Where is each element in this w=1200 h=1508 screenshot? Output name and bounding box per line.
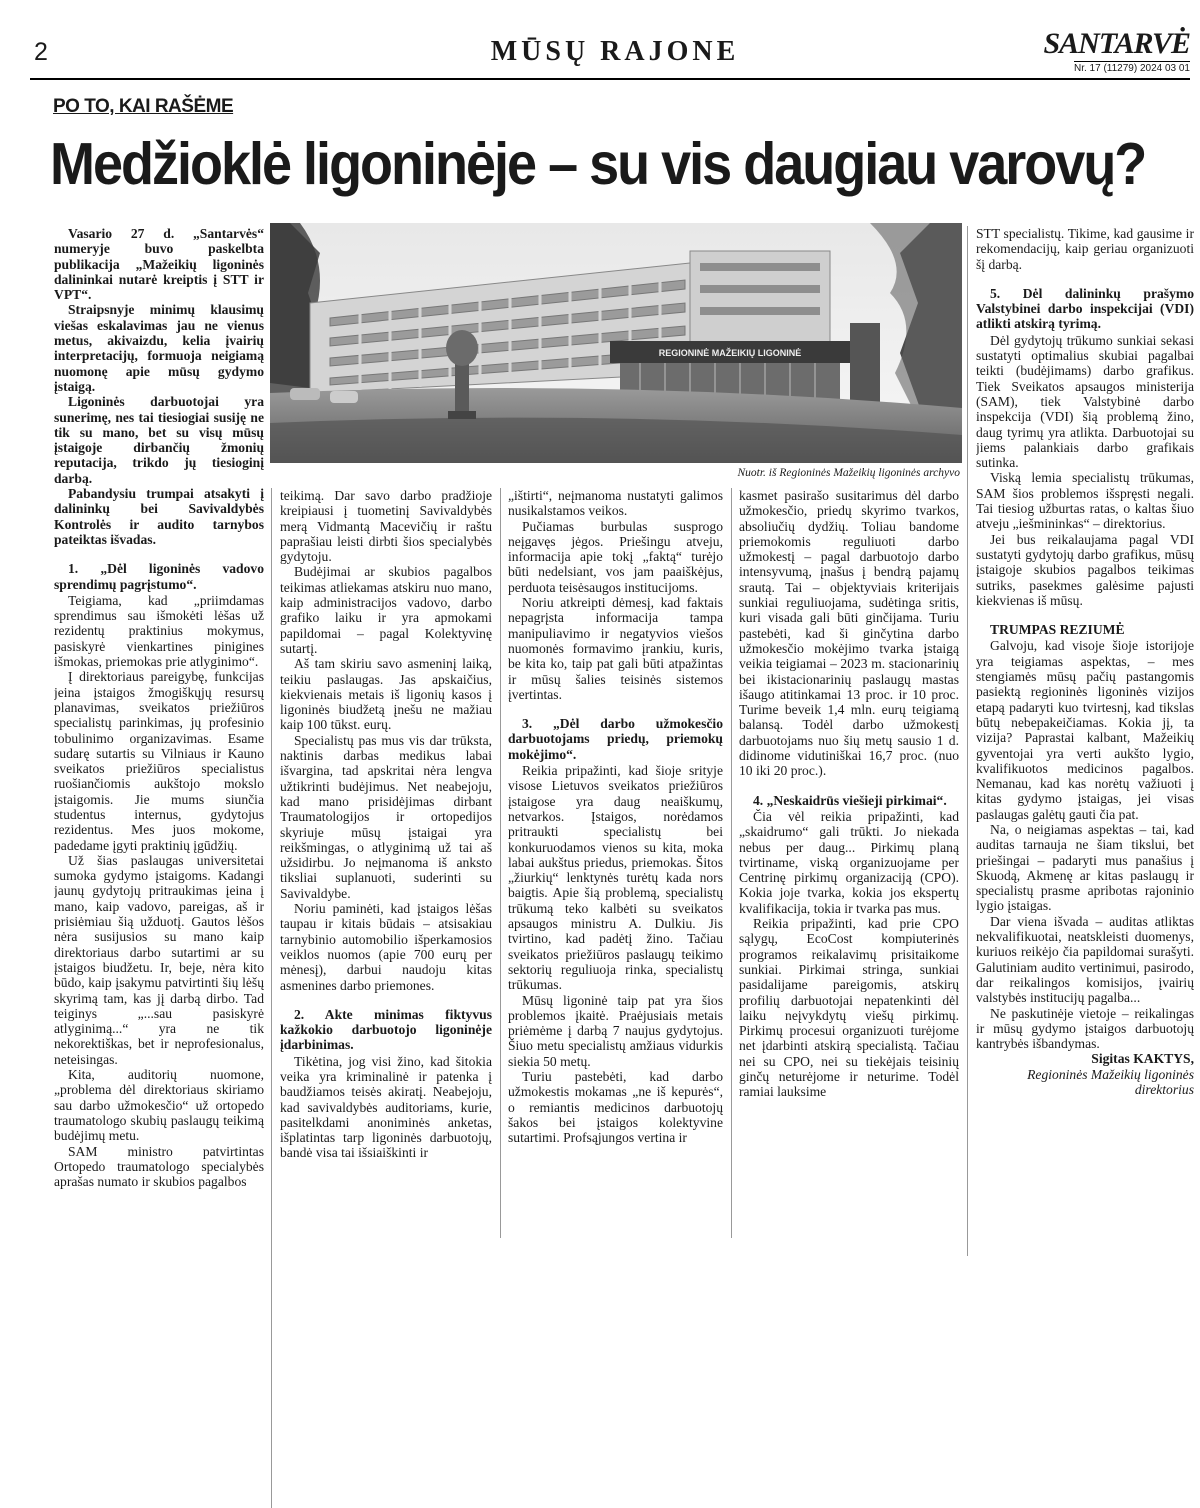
column-divider [500,488,501,1238]
kicker: PO TO, KAI RAŠĖME [53,96,234,117]
subheading: 3. „Dėl darbo užmokesčio darbuotojams priedų, priemokų mokėjimo“. [508,716,723,762]
paragraph: Budėjimai ar skubios pagalbos teikimas atliekamas atskiru nuo mano, kaip administracijos vadovo, darbo grafiko laiku ir yra apmokami papildomai – pagal Kolektyvinę sutartį. [280,564,492,656]
paragraph: kasmet pasirašo susitarimus dėl darbo užmokesčio, priedų skyrimo tvarkos, absoliučių dydžių. Toliau bandome priemokomis reguliuoti darbo užmokestį – pagal darbuotojo darbo intensyvumą, įnašus į bendrą pajamų srautą. Tai – objektyviais kriterijais sunkiai reguliuojama, sudėtinga sritis, kuri visada gali būti ginčijama. Turiu pastebėti, kad ši ginčytina darbo užmokesčio mokėjimo tvarka įstaigą veikia teigiamai – 2023 m. stacionarinių bei ikistacionarinių paslaugų mastas išaugo atitinkamai 13 proc. ir 10 proc. Turime beveik 1,4 mln. eurų teigiamą balansą. Todėl darbo užmokestį darbuotojams nuo šių metų sausio 1 d. didinome vidutiniškai 16,7 proc. (nuo 10 iki 20 proc.). [739,488,959,779]
paragraph: Į direktoriaus pareigybę, funkcijas jeina įstaigos žmogiškųjų resursų planavimas, sveikatos priežiūros specialistų parinkimas, jų profesinio tobulinimo organizavimas. Esame sudarę sutartis su Vilniaus ir Kauno sveikatos priežiūros specialistus ruošiančiomis aukštojo mokslo įstaigomis. Jie mums siunčia studentus internus, gydytojus rezidentus. Mes juos mokome, padedame įgyti praktinių įgūdžių. [54,669,264,853]
paragraph: Teigiama, kad „priimdamas sprendimus sau išmokėti lėšas už rezidentų praktinius mokymus, pasiskyrė vienkartines pinigines išmokas, priemokas prie atlyginimo“. [54,592,264,670]
headline: Medžioklė ligoninėje – su vis daugiau varovų? [50,131,1146,198]
article-column-5 [976,226,1194,1256]
logo-name: SANTARVĖ [1043,27,1190,60]
paragraph: Kita, auditorių nuomone, „problema dėl direktoriaus skiriamo sau darbo užmokesčio“ už ortopedo traumatologo skubių paslaugų teikimą budėjimų metu. [54,1067,264,1144]
paragraph: „ištirti“, neįmanoma nustatyti galimos nusikalstamos veikos. [508,488,723,519]
subheading: 5. Dėl dalininkų prašymo Valstybinei darbo inspekcijai (VDI) atlikti atskirą tyrimą. [976,285,1194,332]
hospital-photo [270,223,962,463]
paragraph: Čia vėl reikia pripažinti, kad „skaidrumo“ gali trūkti. Jo niekada nebus per daug... Pirkimų planą tvirtiname, viską organizuojame per Centrinę pirkimų organizaciją (CPO). Kokia joje tvarka, kokia jos ekspertų kvalifikacija, tokia ir tvarka pas mus. [739,808,959,916]
paragraph: Aš tam skiriu savo asmeninį laiką, teikiu paslaugas. Jas apskaičius, kiekvienais metais iš ligonių kasos į ligoninės biudžetą įnešu ne mažiau kaip 100 tūkst. eurų. [280,656,492,733]
intro-paragraph: Vasario 27 d. „Santarvės“ numeryje buvo paskelbta publikacija „Mažeikių ligoninės dalininkai nutarė kreiptis į STT ir VPT“. [54,226,264,303]
paragraph: SAM ministro patvirtintas Ortopedo traumatologo specialybės aprašas numato ir skubios pagalbos [54,1143,264,1190]
section-title: MŪSŲ RAJONE [490,36,740,67]
column-divider [731,488,732,1238]
paragraph: Dėl gydytojų trūkumo sunkiai sekasi sustatyti optimalius skubiai pagalbai teikti (budėjimams) darbo grafikus. Tiek Sveikatos apsaugos ministerija (SAM), tiek Valstybinė darbo inspekcija (VDI) šią problemą žino, daug tyrimų yra atlikta. Darbuotojai su jiems palankiais darbo grafikais sutinka. [976,332,1194,471]
building-sign: REGIONINĖ MAŽEIKIŲ LIGONINĖ [658,348,802,358]
paragraph: Reikia pripažinti, kad šioje srityje visose Lietuvos sveikatos priežiūros įstaigose yra daug neaiškumų, netvarkos. Įstaigos, norėdamos pritraukti specialistų bei konkuruodamos vienos su kita, moka labai aukštus priedus, priemokas. Šitos „žiurkių“ lenktynės turėtų kada nors baigtis. Apie šią problemą, specialistų trūkumą teko kalbėti su sveikatos apsaugos ministru A. Dulkiu. Jis tvirtino, kad padėtį žino. Tačiau sveikatos priežiūros paslaugų teikimo sektorių reguliuoja rinka, specialistų trūkumas. [508,763,723,993]
paragraph: Dar viena išvada – auditas atliktas nekvalifikuotai, neatskleisti duomenys, kuriuos reikėjo čia papildomai surašyti. Galutiniam audito vertinimui, pasirodo, dar reikalingos komisijos, įvairių valstybės institucijų pagalba... [976,913,1194,1006]
paragraph: Noriu paminėti, kad įstaigos lėšas taupau ir kitais būdais – atsisakiau tarnybinio automobilio išperkamosios veiklos nuomos (apie 700 eurų per mėnesį), darbui naudoju kitas asmenines darbo priemones. [280,901,492,993]
intro-paragraph: Pabandysiu trumpai atsakyti į dalininkų bei Savivaldybės Kontrolės ir audito tarnybos pateiktas išvadas. [54,486,264,547]
subheading-summary: TRUMPAS REZIUMĖ [990,622,1125,638]
paragraph: Viską lemia specialistų trūkumas, SAM šios problemos išspręsti negali. Tai tiesiog užburtas ratas, o kaltas šiuo atveju „iešmininkas“ – direktorius. [976,470,1194,532]
intro-paragraph: Straipsnyje minimų klausimų viešas eskalavimas jau ne vienus metus, akivaizdu, kelia įvairių interpretacijų, formuoja neigiamą nuomonę apie mūsų gydymo įstaigą. [54,302,264,394]
paragraph: Mūsų ligoninė taip pat yra šios problemos įkaitė. Praėjusiais metais priėmėme į darbą 7 naujus gydytojus. Šiuo metu specialistų amžiaus vidurkis siekia 50 metų. [508,992,723,1069]
paragraph: Ne paskutinėje vietoje – reikalingas ir mūsų gydymo įstaigos darbuotojų kantrybės išbandymas. [976,1005,1194,1052]
page-number: 2 [34,38,48,66]
author-name: Sigitas KAKTYS, [1091,1051,1194,1067]
paragraph: teikimą. Dar savo darbo pradžioje kreipiausi į tuometinį Savivaldybės merą Vidmantą Macevičių ir raštu paprašiau leisti dirbti šios specialybės gydytoju. [280,488,492,565]
paragraph: Galvoju, kad visoje šioje istorijoje yra teigiamas aspektas, – mes stengiamės mūsų pačių pastangomis pasiektą regioninės ligoninės vizijos etapą padaryti kuo tvirtesnį, kad tikslas būtų nebepakeičiamas. Kokia jį, ta vizija? Paprastai kalbant, Mažeikių gyventojai yra verti aukšto lygio, kvalifikuotos medicinos pagalbos. Nemanau, kad kas norėtų važiuoti į kitas gydymo įstaigas, jei visas paslaugas galėtų gauti čia pat. [976,638,1194,822]
article-column-3 [508,488,723,1257]
subheading: 4. „Neskaidrūs viešieji pirkimai“. [753,792,947,808]
paragraph: Noriu atkreipti dėmesį, kad faktais nepagrįsta informacija tampa manipuliavimo ir negatyvios viešos nuomonės formavimo įrankiu, kuris, be kita ko, taip pat gali būti atpažintas ir mūsų šalies teisinės sistemos įvertintas. [508,595,723,702]
article-column-1 [54,226,264,1256]
paragraph: Specialistų pas mus vis dar trūksta, naktinis darbas medikus labai išvargina, tad apskritai nėra lengva užtikrinti budėjimus. Net neabejoju, kad mano prisidėjimas dirbant Traumatologijos ir ortopedijos skyriuje mūsų įstaigai yra reikšmingas, o atlyginimą už tai aš užsidirbu. Jo neįmanoma iš anksto tiksliai suplanuoti, suderinti su Savivaldybe. [280,732,492,901]
photo-caption: Nuotr. iš Regioninės Mažeikių ligoninės archyvo [737,467,960,479]
header-rule [30,78,1190,80]
issue-number: Nr. 17 (11279) 2024 03 01 [1073,63,1190,74]
column-divider [271,488,272,1508]
paragraph: Tikėtina, jog visi žino, kad šitokia veika yra kriminalinė ir patenka į baudžiamos teisės akiratį. Neabejoju, kad savivaldybės auditoriams, kurie, pasitelkdami anoniminės anketas, išplatintas tarp ligoninės darbuotojų, bandė visa tai išsiaiškinti ir [280,1053,492,1161]
column-divider [967,226,968,1256]
subheading: 2. Akte minimas fiktyvus kažkokio darbuotojo ligoninėje įdarbinimas. [280,1006,492,1053]
subheading: 1. „Dėl ligoninės vadovo sprendimų pagrįstumo“. [54,561,264,592]
paragraph: Už šias paslaugas universitetai sumoka gydymo įstaigoms. Kadangi jaunų gydytojų pritraukimas įeina į mano, kaip vadovo, pareigas, aš ir prisiėmiau šią užduotį. Gautos lėšos nėra susijusios su mano kaip direktoriaus darbo sutartimi ar su įstaigos biudžetu. Ir, beje, nėra kito būdo, kaip įsakymu patvirtinti šių lėšų skyrimą tam, kas jį darbą dirbo. Tad teiginys „...sau pasiskyrė atlyginimą...“ yra ne tik nekorektiškas, bet ir neprofesionalus, neteisingas. [54,852,264,1067]
newspaper-logo [1030,27,1190,76]
paragraph: Turiu pastebėti, kad darbo užmokestis mokamas „ne iš kepurės“, o remiantis medicinos darbuotojų šakos bei įstaigos kolektyvine sutartimi. Profsąjungos vertina ir [508,1068,723,1146]
paragraph: Pučiamas burbulas susprogo neįgavęs jėgos. Priešingu atveju, informacija apie tokį „faktą“ turėjo būti nedelsiant, vos jam paaiškėjus, perduota teisėsaugos institucijoms. [508,518,723,595]
paragraph: Jei bus reikalaujama pagal VDI sustatyti gydytojų darbo grafikus, mūsų įstaigoje skubios pagalbos teikimas sutriks, pasekmes galėsime pajusti kiekvienas iš mūsų. [976,531,1194,608]
article-column-2 [280,488,492,1257]
author-role: Regioninės Mažeikių ligoninės direktorius [1027,1066,1194,1098]
paragraph: Na, o neigiamas aspektas – tai, kad auditas tarnauja ne šiam tikslui, bet priešingai – padaryti mus panašius į Skuodą, Akmenę ar kitas paslaugų ir specialistų prasme apribotas rajoninio lygio įstaigas. [976,821,1194,914]
paragraph: Reikia pripažinti, kad prie CPO sąlygų, EcoCost kompiuterinės programos reikalavimų prisitaikome sunkiai. Pirkimai stringa, sunkiai pasidalijame pareigomis, atskirų profilių darbuotojai nepatenkinti dėl laiku neįvykdytų viešų pirkimų. Pirkimų procesui organizuoti turėjome net įdarbinti atskirą specialistą. Tačiau nei su CPO, nei su tiekėjais teisinių ginčų neturėjome ir neturime. Todėl ramiai lauksime [739,916,959,1100]
paragraph: STT specialistų. Tikime, kad gausime ir rekomendacijų, kaip geriau organizuoti šį darbą. [976,226,1194,272]
article-column-4 [739,488,959,1257]
intro-paragraph: Ligoninės darbuotojai yra sunerimę, nes tai tiesiogiai susiję ne tik su mano, bet su visų mūsų įstaigoje dirbančių žmonių reputacija, trikdo jų tiesioginį darbą. [54,394,264,486]
